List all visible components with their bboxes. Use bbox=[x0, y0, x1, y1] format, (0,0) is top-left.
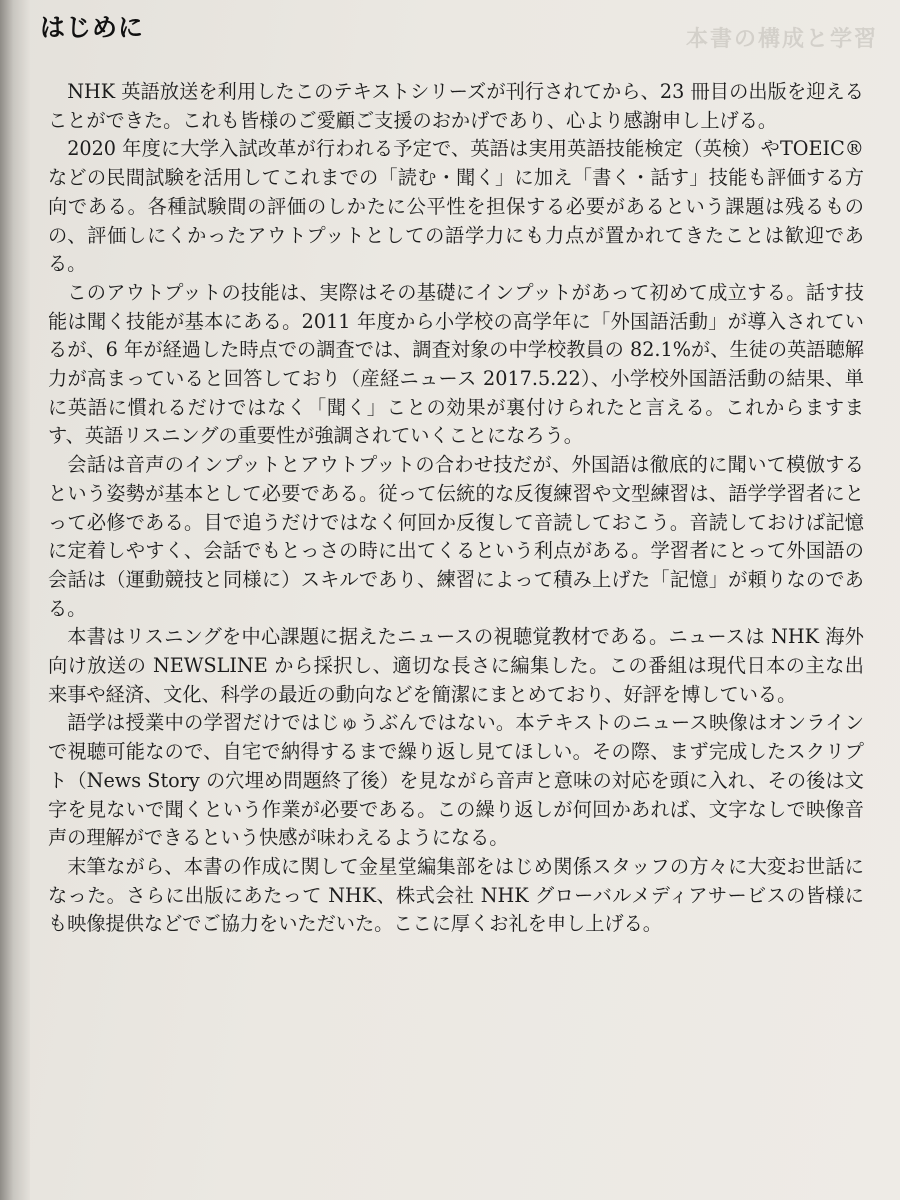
bleed-through-heading: 本書の構成と学習 bbox=[685, 27, 878, 52]
paragraph-4: 会話は音声のインプットとアウトプットの合わせ技だが、外国語は徹底的に聞いて模倣するという姿勢が基本として必要である。従って伝統的な反復練習や文型練習は、語学学習者にとって必修である。目で追うだけではなく何回か反復して音読しておこう。音読しておけば記憶に定着しやすく、会話でもとっさの時に出てくるという利点がある。学習者にとって外国語の会話は（運動競技と同様に）スキルであり、練習によって積み上げた「記憶」が頼りなのである。 bbox=[48, 453, 864, 620]
page-title: はじめに bbox=[40, 13, 145, 42]
body-text bbox=[48, 78, 864, 939]
paragraph-3: このアウトプットの技能は、実際はその基礎にインプットがあって初めて成立する。話す技能は聞く技能が基本にある。2011 年度から小学校の高学年に「外国語活動」が導入されているが、6 年が経過した時点での調査では、調査対象の中学校教員の 82.1%が、生徒の英語聴解力が高まっていると回答しており（産経ニュース 2017.5.22）、小学校外国語活動の結果、単に英語に慣れるだけではなく「聞く」ことの効果が裏付けられたと言える。これからますます、英語リスニングの重要性が強調されていくことになろう。 bbox=[48, 280, 864, 448]
paragraph-1: NHK 英語放送を利用したこのテキストシリーズが刊行されてから、23 冊目の出版を迎えることができた。これも皆様のご愛顧ご支援のおかげであり、心より感謝申し上げる。 bbox=[48, 80, 864, 132]
paragraph-7: 末筆ながら、本書の作成に関して金星堂編集部をはじめ関係スタッフの方々に大変お世話になった。さらに出版にあたって NHK、株式会社 NHK グローバルメディアサービスの皆様にも映像提供などでご協力をいただいた。ここに厚くお礼を申し上げる。 bbox=[48, 854, 864, 936]
paragraph-2: 2020 年度に大学入試改革が行われる予定で、英語は実用英語技能検定（英検）やTOEIC®などの民間試験を活用してこれまでの「読む・聞く」に加え「書く・話す」技能も評価する方向である。各種試験間の評価のしかたに公平性を担保する必要があるという課題は残るものの、評価しにくかったアウトプットとしての語学力にも力点が置かれてきたことは歓迎である。 bbox=[48, 137, 864, 276]
binding-shadow bbox=[0, 0, 30, 1200]
paragraph-6: 語学は授業中の学習だけではじゅうぶんではない。本テキストのニュース映像はオンラインで視聴可能なので、自宅で納得するまで繰り返し見てほしい。その際、まず完成したスクリプト（News Story の穴埋め問題終了後）を見ながら音声と意味の対応を頭に入れ、その後は文字を見ないで聞くという作業が必要である。この繰り返しが何回かあれば、文字なしで映像音声の理解ができるという快感が味わえるようになる。 bbox=[48, 711, 864, 850]
paragraph-5: 本書はリスニングを中心課題に据えたニュースの視聴覚教材である。ニュースは NHK 海外向け放送の NEWSLINE から採択し、適切な長さに編集した。この番組は現代日本の主な出来事や経済、文化、科学の最近の動向などを簡潔にまとめており、好評を博している。 bbox=[48, 625, 864, 706]
